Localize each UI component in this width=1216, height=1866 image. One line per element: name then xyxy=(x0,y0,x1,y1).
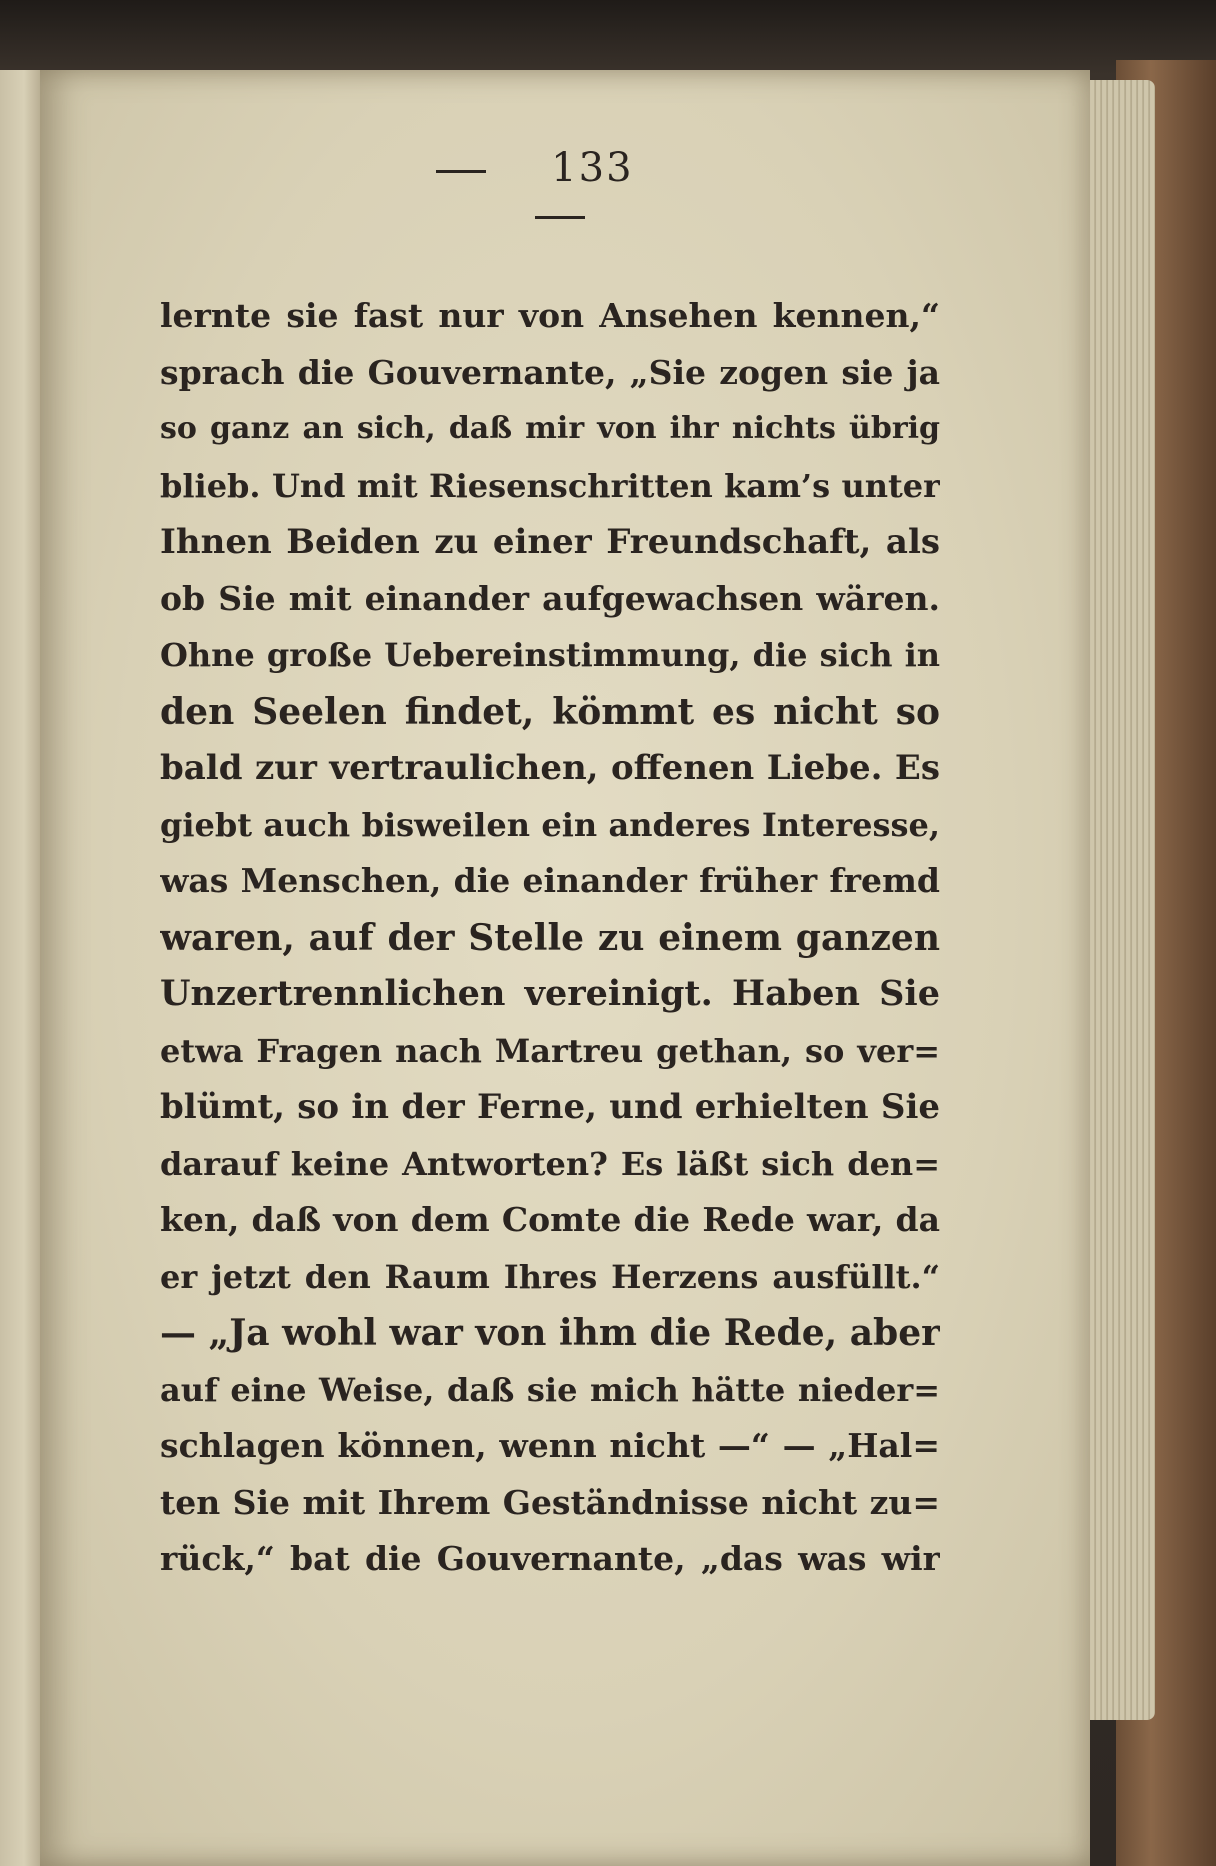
text-line: lernte sie fast nur von Ansehen kennen,“ xyxy=(160,296,940,335)
text-line: schlagen können, wenn nicht —“ — „Hal= xyxy=(160,1426,940,1465)
text-line: darauf keine Antworten? Es läßt sich den= xyxy=(160,1144,940,1183)
facing-page-edge xyxy=(0,70,40,1866)
page-body-text xyxy=(160,288,940,1588)
text-line: so ganz an sich, daß mir von ihr nichts übrig xyxy=(160,411,940,446)
text-line: auf eine Weise, daß sie mich hätte nieder= xyxy=(160,1370,940,1409)
text-line: giebt auch bisweilen ein anderes Interesse, xyxy=(160,805,940,844)
text-line: bald zur vertraulichen, offenen Liebe. Es xyxy=(160,748,940,788)
text-line: blieb. Und mit Riesenschritten kam’s unter xyxy=(160,466,940,505)
text-line: er jetzt den Raum Ihres Herzens ausfüllt.“ xyxy=(160,1257,940,1296)
text-line: Ihnen Beiden zu einer Freundschaft, als xyxy=(160,522,940,562)
text-line: — „Ja wohl war von ihm die Rede, aber xyxy=(160,1312,940,1354)
page-header xyxy=(410,145,710,237)
text-line: den Seelen findet, kömmt es nicht so xyxy=(160,690,940,733)
text-line: ten Sie mit Ihrem Geständnisse nicht zu= xyxy=(160,1482,940,1522)
header-dash-right xyxy=(535,216,585,219)
page-stack-edges xyxy=(1085,80,1155,1720)
header-dash-left xyxy=(436,170,486,173)
text-line: blümt, so in der Ferne, und erhielten Sie xyxy=(160,1087,940,1127)
page-number: 133 xyxy=(551,145,634,191)
text-line: rück,“ bat die Gouvernante, „das was wir xyxy=(160,1539,940,1578)
text-line: was Menschen, die einander früher fremd xyxy=(160,861,940,900)
text-line: sprach die Gouvernante, „Sie zogen sie ja xyxy=(160,352,940,392)
text-line: Ohne große Uebereinstimmung, die sich in xyxy=(160,636,940,674)
text-line: waren, auf der Stelle zu einem ganzen xyxy=(160,916,940,959)
text-line: ken, daß von dem Comte die Rede war, da xyxy=(160,1200,940,1239)
text-line: Unzertrennlichen vereinigt. Haben Sie xyxy=(160,973,940,1014)
text-line: etwa Fragen nach Martreu gethan, so ver= xyxy=(160,1031,940,1070)
text-line: ob Sie mit einander aufgewachsen wären. xyxy=(160,578,940,618)
